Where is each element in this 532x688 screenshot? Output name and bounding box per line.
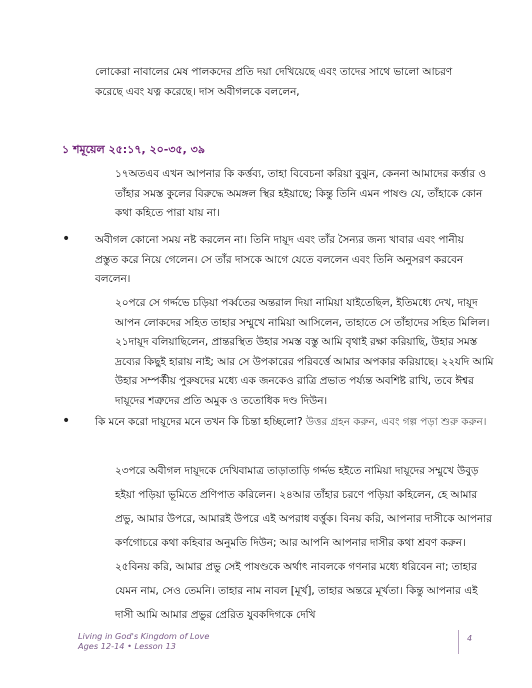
- bullet-paragraph-2: [95, 413, 490, 431]
- bullet-marker: •: [62, 413, 71, 429]
- footer-lesson-info: Ages 12-14 • Lesson 13: [78, 641, 176, 651]
- intro-paragraph: লোকেরা নাবালের মেষ পালকদের প্রতি দয়া দেখিয়েছে এবং তাদের সাথে ভালো আচরণ করেছে এবং যত্ন করেছে। দাস অবীগলকে বললেন,: [95, 66, 453, 98]
- page-number: 4: [467, 634, 473, 643]
- discussion-instruction: উত্তর গ্রহন করুন, এবং গল্প পড়া শুরু করুন।: [305, 416, 487, 428]
- footer-course-title: Living in God's Kingdom of Love: [78, 631, 210, 641]
- scripture-quote-3: ২৩পরে অবীগল দায়ূদকে দেখিবামাত্র তাড়াতাড়ি গর্দ্দভ হইতে নামিয়া দায়ূদের সম্মুখে উবুড় হইয়া পড়িয়া ভূমিতে প্রণিপাত করিলেন। ২৪আর তাঁহার চরণে পড়িয়া কহিলেন, হে আমার প্রভু, আমার উপরে, আমারই উপরে এই অপরাধ বর্ত্তুক। বিনয় করি, আপনার দাসীকে আপনার কর্ণগোচরে কথা কহিবার অনুমতি দিউন; আর আপনি আপনার দাসীর কথা শ্রবণ করুন। ২৫বিনয় করি, আমার প্রভু সেই পাষণ্ডকে অর্থাৎ নাবলকে গণনার মধ্যে ধরিবেন না; তাহার যেমন নাম, সেও তেমনি। তাহার নাম নাবল [মূর্খ], তাহার অন্তরে মূর্খতা। কিন্তু আপনার এই দাসী আমি আমার প্রভুর প্রেরিত যুবকদিগকে দেখি: [115, 465, 492, 621]
- footer-divider: [458, 630, 459, 654]
- scripture-quote-1: ১৭অতএব এখন আপনার কি কর্ত্তব্য, তাহা বিবেচনা করিয়া বুঝুন, কেননা আমাদের কর্ত্তার ও তাঁহার সমস্ত কুলের বিরুদ্ধে অমঙ্গল স্থির হইয়াছে; কিন্তু তিনি এমন পাষণ্ড যে, তাঁহাকে কোন কথা কহিতে পারা যায় না।: [115, 168, 486, 219]
- scripture-quote-2: ২০পরে সে গর্দ্দভে চড়িয়া পর্ব্বতের অন্তরাল দিয়া নামিয়া যাইতেছিল, ইতিমধ্যে দেখ, দায়ূদ আপন লোকদের সহিত তাহার সম্মুখে নামিয়া আসিলেন, তাহাতে সে তাঁহাদের সহিত মিলিল। ২১দায়ূদ বলিয়াছিলেন, প্রান্তরস্থিত উহার সমস্ত বস্তু আমি বৃথাই রক্ষা করিয়াছি, উহার সমস্ত দ্রব্যের কিছুই হারায় নাই; আর সে উপকারের পরিবর্ত্তে আমার অপকার করিয়াছে। ২২যদি আমি উহার সম্পর্কীয় পুরুষদের মধ্যে এক জনকেও রাত্রি প্রভাত পর্য্যন্ত অবশিষ্ট রাখি, তবে ঈশ্বর দায়ূদের শত্রুদের প্রতি অমুক ও ততোধিক দণ্ড দিউন।: [115, 297, 494, 407]
- discussion-question: কি মনে করো দায়ূদের মনে তখন কি চিন্তা হচ্ছিলো?: [95, 416, 303, 428]
- bullet-marker: •: [62, 231, 71, 247]
- bullet-paragraph-1: অবীগল কোনো সময় নষ্ট করলেন না। তিনি দায়ূদ এবং তাঁর সৈন্যর জন্য খাবার এবং পানীয় প্রস্তুত করে নিয়ে গেলেন। সে তাঁর দাসকে আগে যেতে বললেন এবং তিনি অনুসরণ করবেন বললেন।: [95, 234, 464, 285]
- footer-title: [78, 631, 209, 651]
- scripture-reference-heading: ১ শমূয়েল ২৫:১৭, ২০-৩৫, ৩৯: [62, 143, 205, 156]
